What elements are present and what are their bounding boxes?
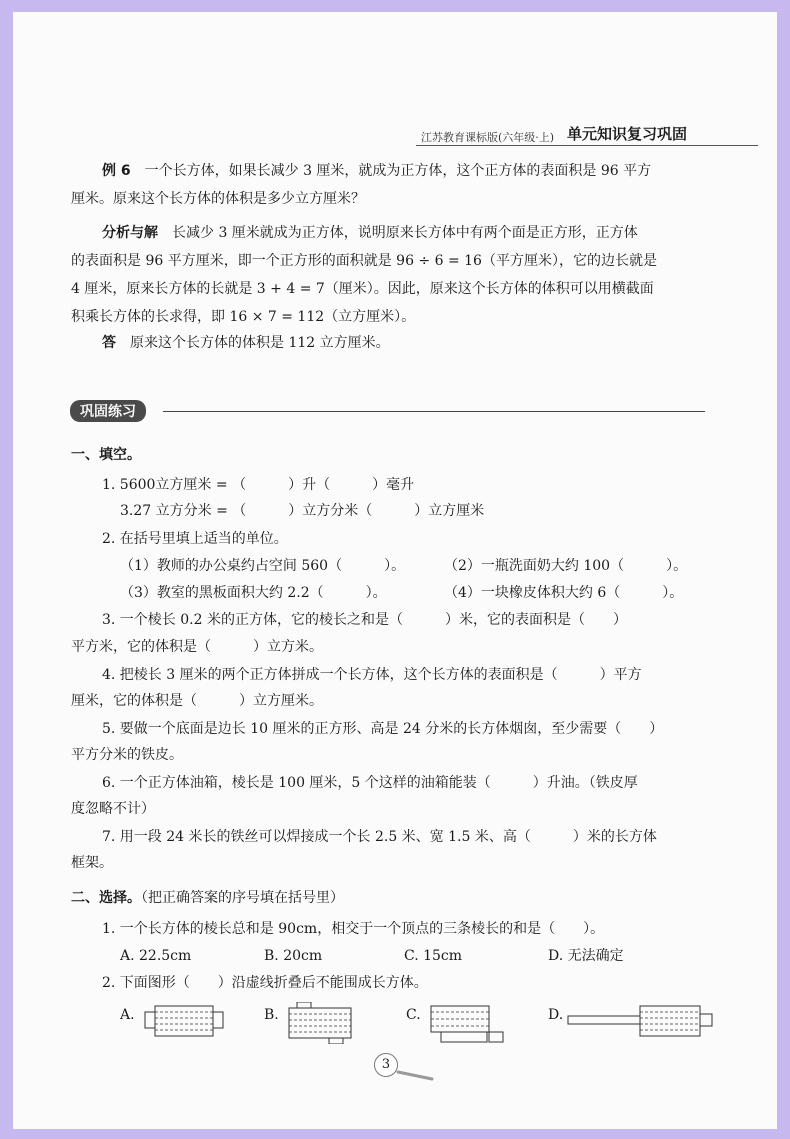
- analysis-line-4: 积乘长方体的长求得，即 16 × 7 = 112（立方厘米）。: [71, 309, 416, 325]
- fill-5b: 平方分米的铁皮。: [71, 747, 183, 763]
- figure-d-net: [566, 1002, 716, 1044]
- header-unit-title: 单元知识复习巩固: [567, 125, 688, 143]
- fill-4a: 4. 把棱长 3 厘米的两个正方体拼成一个长方体，这个长方体的表面积是（ ）平方: [102, 667, 642, 683]
- header-rule: [416, 145, 758, 146]
- header-series: 江苏教育课标版(六年级·上): [421, 131, 555, 144]
- choice-2: 2. 下面图形（ ）沿虚线折叠后不能围成长方体。: [102, 975, 428, 991]
- fill-2-2: （2）一瓶洗面奶大约 100（ ）。: [444, 558, 688, 574]
- fill-2-1: （1）教师的办公桌约占空间 560（ ）。: [120, 558, 406, 574]
- fill-2: 2. 在括号里填上适当的单位。: [102, 531, 288, 547]
- choice-1: 1. 一个长方体的棱长总和是 90cm，相交于一个顶点的三条棱长的和是（ ）。: [102, 921, 605, 937]
- figure-b-net: [285, 1002, 355, 1044]
- figure-c-net: [427, 1002, 507, 1046]
- choice-1-option-a: A. 22.5cm: [120, 948, 192, 964]
- answer-line: 答 原来这个长方体的体积是 112 立方厘米。: [102, 335, 390, 351]
- choice-1-option-c: C. 15cm: [404, 948, 463, 964]
- fill-3a: 3. 一个棱长 0.2 米的正方体，它的棱长之和是（ ）米，它的表面积是（ ）: [102, 612, 627, 628]
- fill-1a: 1. 5600立方厘米 = （ ）升（ ）毫升: [102, 477, 415, 493]
- page: [13, 12, 777, 1129]
- fill-2-4: （4）一块橡皮体积大约 6（ ）。: [444, 585, 684, 601]
- fill-7b: 框架。: [71, 855, 113, 871]
- section-1-title: 一、填空。: [71, 447, 141, 463]
- fill-6a: 6. 一个正方体油箱，棱长是 100 厘米，5 个这样的油箱能装（ ）升油。（铁皮厚: [102, 775, 638, 791]
- practice-tag: 巩固练习: [70, 400, 146, 422]
- figure-label-a: A.: [120, 1007, 135, 1023]
- fill-1b: 3.27 立方分米 = （ ）立方分米（ ）立方厘米: [120, 503, 485, 519]
- fill-2-3: （3）教室的黑板面积大约 2.2（ ）。: [120, 585, 387, 601]
- fill-4b: 厘米，它的体积是（ ）立方厘米。: [71, 693, 323, 709]
- fill-7a: 7. 用一段 24 米长的铁丝可以焊接成一个长 2.5 米、宽 1.5 米、高（ ）米的长方体: [102, 829, 657, 845]
- example-line-1: 例 6 一个长方体，如果长减少 3 厘米，就成为正方体，这个正方体的表面积是 96 平方: [102, 163, 652, 179]
- practice-rule: [163, 411, 705, 412]
- figure-label-d: D.: [548, 1007, 564, 1023]
- analysis-line-3: 4 厘米，原来长方体的长就是 3 + 4 = 7（厘米）。因此，原来这个长方体的体积可以用横截面: [71, 281, 654, 297]
- figure-label-b: B.: [264, 1007, 279, 1023]
- example-line-2: 厘米。原来这个长方体的体积是多少立方厘米？: [71, 191, 365, 207]
- analysis-line-2: 的表面积是 96 平方厘米，即一个正方形的面积就是 96 ÷ 6 = 16（平方厘米），它的边长就是: [71, 253, 657, 269]
- choice-1-option-d: D. 无法确定: [548, 948, 624, 964]
- fill-5a: 5. 要做一个底面是边长 10 厘米的正方形、高是 24 分米的长方体烟囱，至少需要（ ）: [102, 721, 664, 737]
- section-2-title: 二、选择。（把正确答案的序号填在括号里）: [71, 890, 344, 906]
- analysis-line-1: 分析与解 长减少 3 厘米就成为正方体，说明原来长方体中有两个面是正方形，正方体: [102, 225, 638, 241]
- fill-6b: 度忽略不计）: [71, 801, 155, 817]
- figure-a-net: [143, 1002, 225, 1042]
- page-number: 3: [374, 1053, 398, 1077]
- choice-1-option-b: B. 20cm: [264, 948, 323, 964]
- fill-3b: 平方米，它的体积是（ ）立方米。: [71, 639, 323, 655]
- figure-label-c: C.: [406, 1007, 421, 1023]
- magnifier-handle-icon: [396, 1070, 436, 1082]
